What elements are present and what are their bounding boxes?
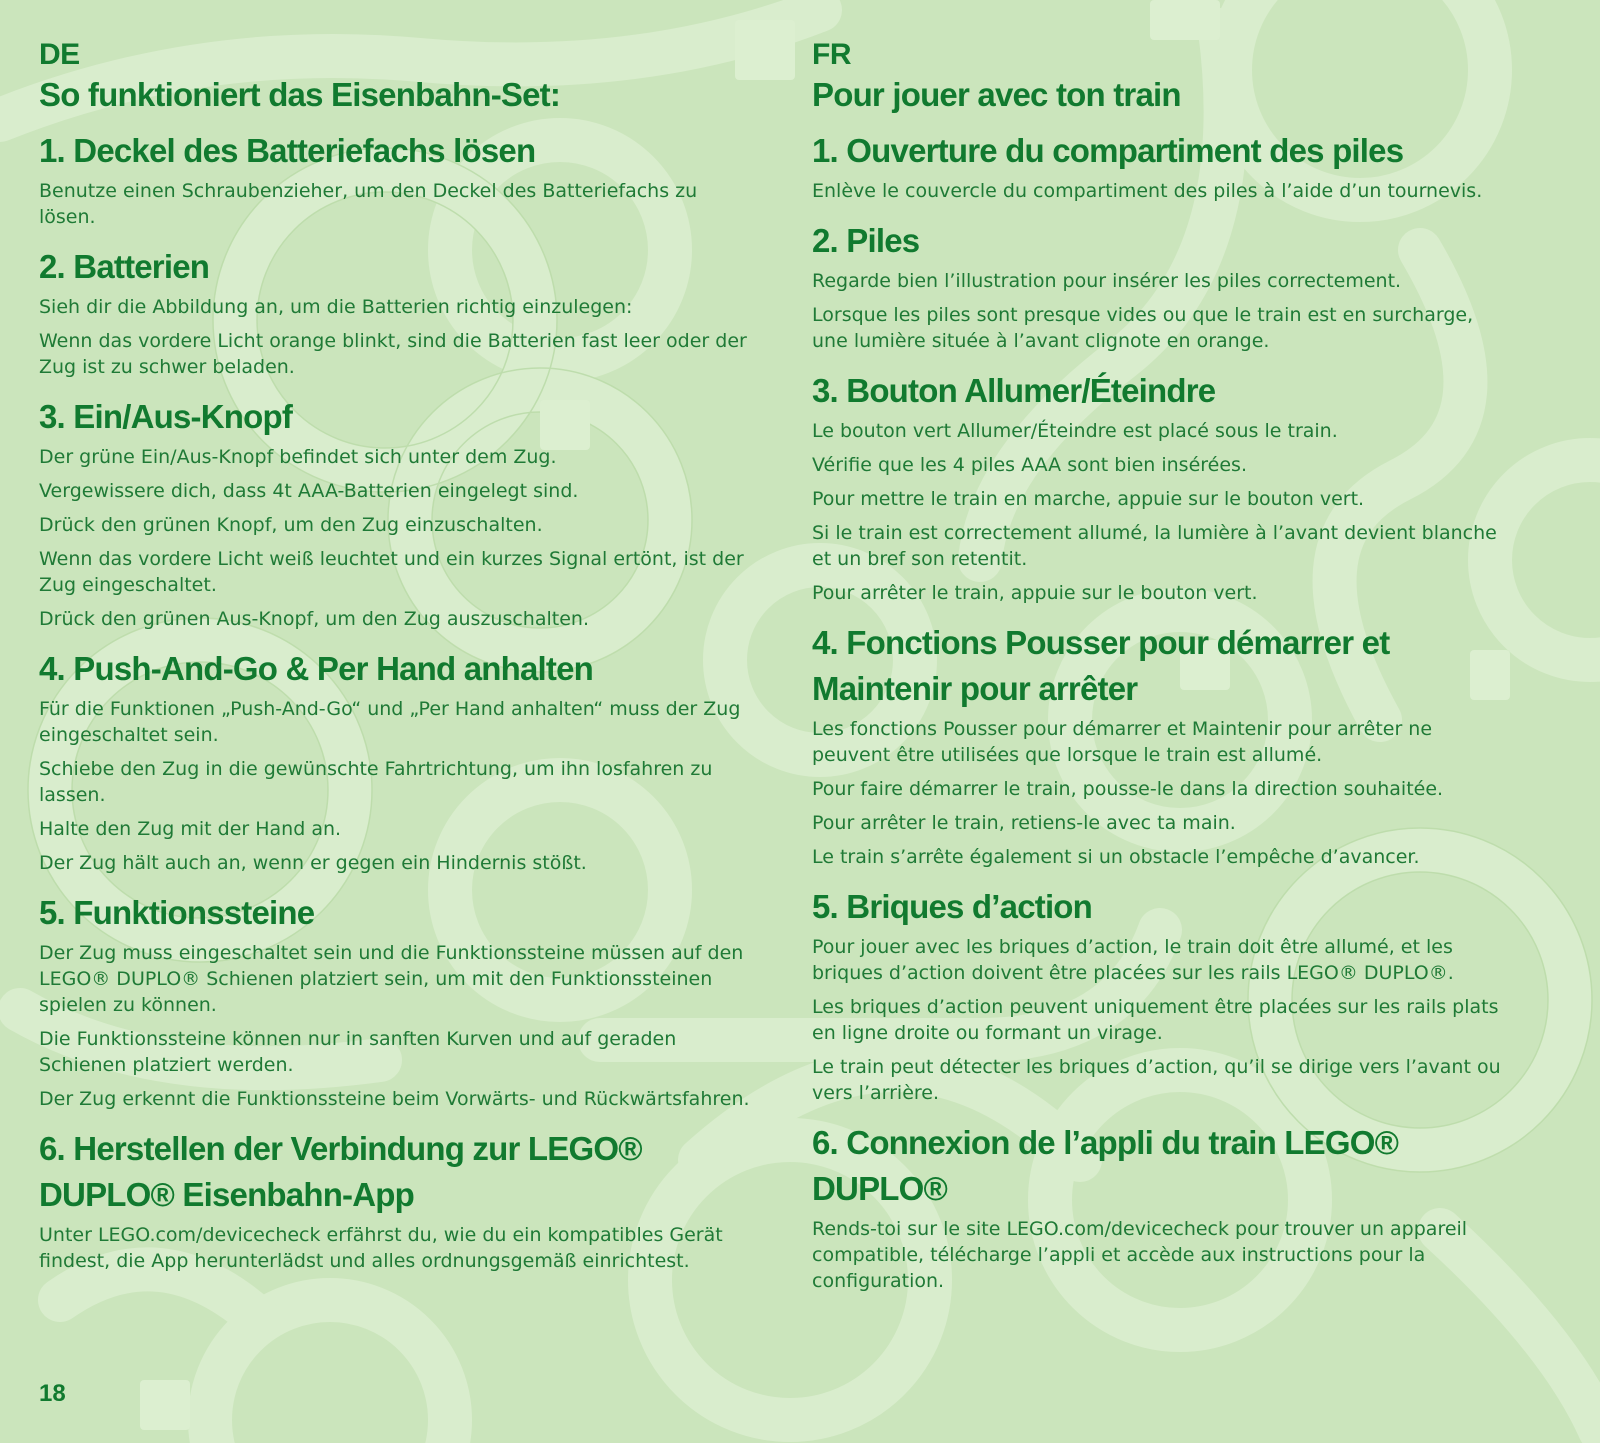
section-paragraph: Sieh dir die Abbildung an, um die Batterien richtig einzulegen: xyxy=(39,296,633,318)
german-column xyxy=(39,38,759,1288)
instruction-section xyxy=(812,884,1512,1106)
section-paragraph: Schiebe den Zug in die gewünschte Fahrtrichtung, um ihn losfahren zu lassen. xyxy=(39,758,713,806)
section-heading: 2. Batterien xyxy=(39,248,210,285)
section-heading: 6. Connexion de l’appli du train LEGO® DUPLO® xyxy=(812,1124,1399,1207)
section-heading: 4. Fonctions Pousser pour démarrer et Maintenir pour arrêter xyxy=(812,624,1390,707)
section-paragraph: Vergewissere dich, dass 4t AAA-Batterien eingelegt sind. xyxy=(39,480,579,502)
page-title: So funktioniert das Eisenbahn-Set: xyxy=(39,76,561,113)
section-paragraph: Lorsque les piles sont presque vides ou que le train est en surcharge, une lumière située à l’avant clignote en orange. xyxy=(812,304,1474,352)
instruction-section xyxy=(39,244,759,380)
instruction-section xyxy=(812,218,1512,354)
section-heading: 3. Bouton Allumer/Éteindre xyxy=(812,372,1216,409)
section-heading: 3. Ein/Aus-Knopf xyxy=(39,398,293,435)
section-paragraph: Vérifie que les 4 piles AAA sont bien insérées. xyxy=(812,454,1247,476)
section-paragraph: Benutze einen Schraubenzieher, um den Deckel des Batteriefachs zu lösen. xyxy=(39,180,698,228)
section-paragraph: Les briques d’action peuvent uniquement être placées sur les rails plats en ligne droite ou formant un virage. xyxy=(812,996,1499,1044)
page-number: 18 xyxy=(39,1380,66,1407)
section-heading: 6. Herstellen der Verbindung zur LEGO® DUPLO® Eisenbahn-App xyxy=(39,1130,642,1213)
instruction-section xyxy=(39,394,759,632)
section-paragraph: Regarde bien l’illustration pour insérer les piles correctement. xyxy=(812,270,1402,292)
section-paragraph: Unter LEGO.com/devicecheck erfährst du, wie du ein kompatibles Gerät findest, die App herunterlädst und alles ordnungsgemäß einrichtest. xyxy=(39,1224,723,1272)
section-heading: 1. Deckel des Batteriefachs lösen xyxy=(39,132,536,169)
section-paragraph: Der Zug muss eingeschaltet sein und die Funktionssteine müssen auf den LEGO® DUPLO® Schienen platziert sein, um mit den Funktionssteinen spielen zu können. xyxy=(39,942,744,1016)
section-paragraph: Pour mettre le train en marche, appuie sur le bouton vert. xyxy=(812,488,1365,510)
sections xyxy=(812,128,1512,1294)
instruction-section xyxy=(39,646,759,876)
section-paragraph: Le train s’arrête également si un obstacle l’empêche d’avancer. xyxy=(812,846,1420,868)
section-paragraph: Enlève le couvercle du compartiment des piles à l’aide d’un tournevis. xyxy=(812,180,1483,202)
instruction-section xyxy=(812,1120,1512,1294)
section-paragraph: Le bouton vert Allumer/Éteindre est placé sous le train. xyxy=(812,420,1338,442)
section-heading: 1. Ouverture du compartiment des piles xyxy=(812,132,1404,169)
section-paragraph: Pour arrêter le train, appuie sur le bouton vert. xyxy=(812,582,1258,604)
section-heading: 5. Funktionssteine xyxy=(39,894,315,931)
section-paragraph: Pour faire démarrer le train, pousse-le dans la direction souhaitée. xyxy=(812,778,1444,800)
section-paragraph: Le train peut détecter les briques d’action, qu’il se dirige vers l’avant ou vers l’arrière. xyxy=(812,1056,1501,1104)
section-paragraph: Wenn das vordere Licht weiß leuchtet und ein kurzes Signal ertönt, ist der Zug eingeschaltet. xyxy=(39,548,744,596)
section-paragraph: Les fonctions Pousser pour démarrer et Maintenir pour arrêter ne peuvent être utilisées que lorsque le train est allumé. xyxy=(812,718,1433,766)
instruction-section xyxy=(39,128,759,230)
section-paragraph: Pour arrêter le train, retiens-le avec ta main. xyxy=(812,812,1236,834)
instruction-section xyxy=(812,368,1512,606)
page-title: Pour jouer avec ton train xyxy=(812,76,1181,113)
section-paragraph: Wenn das vordere Licht orange blinkt, sind die Batterien fast leer oder der Zug ist zu schwer beladen. xyxy=(39,330,747,378)
sections xyxy=(39,128,759,1274)
instruction-section xyxy=(812,620,1512,870)
french-column xyxy=(812,38,1512,1308)
section-heading: 2. Piles xyxy=(812,222,920,259)
language-label: FR xyxy=(812,38,851,71)
section-paragraph: Der Zug erkennt die Funktionssteine beim Vorwärts- und Rückwärtsfahren. xyxy=(39,1088,750,1110)
instruction-section xyxy=(39,890,759,1112)
section-paragraph: Drück den grünen Aus-Knopf, um den Zug auszuschalten. xyxy=(39,608,589,630)
section-heading: 4. Push-And-Go & Per Hand anhalten xyxy=(39,650,594,687)
section-paragraph: Drück den grünen Knopf, um den Zug einzuschalten. xyxy=(39,514,543,536)
section-paragraph: Rends-toi sur le site LEGO.com/devicecheck pour trouver un appareil compatible, télécharge l’appli et accède aux instructions pour la configuration. xyxy=(812,1218,1468,1292)
section-paragraph: Der Zug hält auch an, wenn er gegen ein Hindernis stößt. xyxy=(39,852,587,874)
section-paragraph: Si le train est correctement allumé, la lumière à l’avant devient blanche et un bref son retentit. xyxy=(812,522,1497,570)
instruction-section xyxy=(812,128,1512,204)
section-paragraph: Für die Funktionen „Push-And-Go“ und „Per Hand anhalten“ muss der Zug eingeschaltet sein. xyxy=(39,698,741,746)
section-paragraph: Halte den Zug mit der Hand an. xyxy=(39,818,342,840)
language-label: DE xyxy=(39,38,80,71)
instruction-section xyxy=(39,1126,759,1274)
section-paragraph: Die Funktionssteine können nur in sanften Kurven und auf geraden Schienen platziert werden. xyxy=(39,1028,677,1076)
section-heading: 5. Briques d’action xyxy=(812,888,1093,925)
section-paragraph: Pour jouer avec les briques d’action, le train doit être allumé, et les briques d’action doivent être placées sur les rails LEGO® DUPLO®. xyxy=(812,936,1454,984)
section-paragraph: Der grüne Ein/Aus-Knopf befindet sich unter dem Zug. xyxy=(39,446,557,468)
